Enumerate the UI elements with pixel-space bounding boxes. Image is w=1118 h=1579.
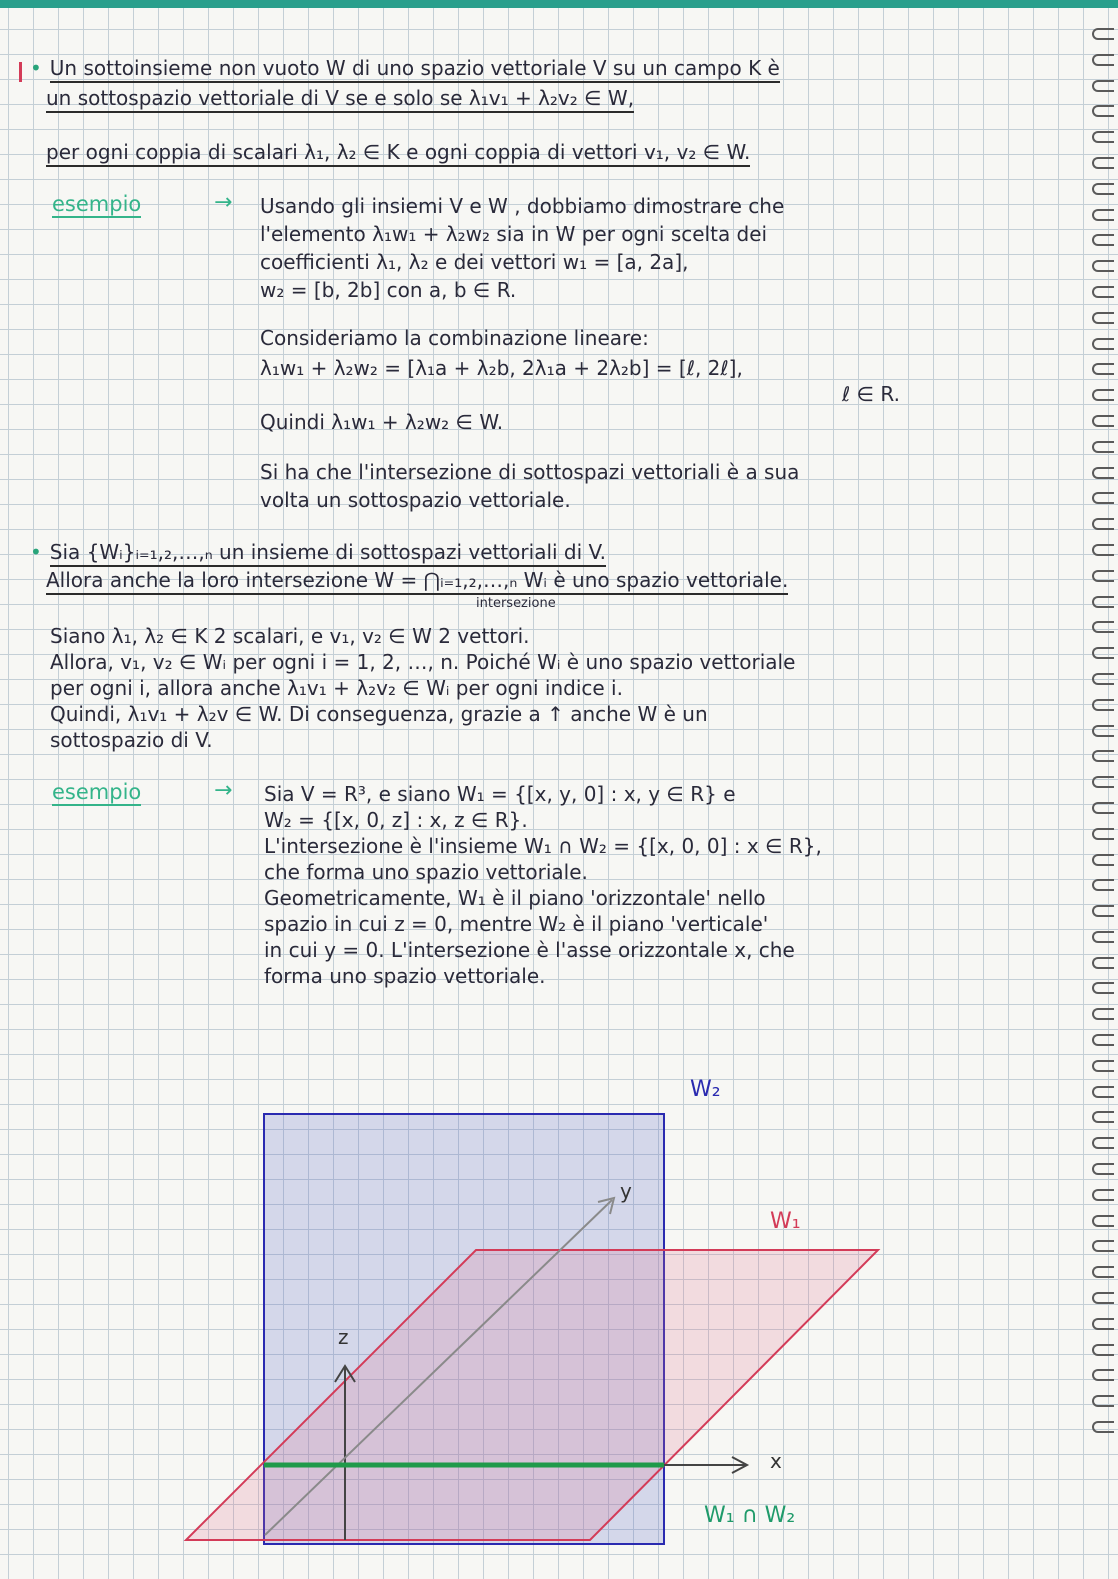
binding-ring xyxy=(1092,621,1114,633)
example1-line-2: l'elemento λ₁w₁ + λ₂w₂ sia in W per ogni scelta dei xyxy=(260,222,768,246)
binding-ring xyxy=(1092,596,1114,608)
binding-ring xyxy=(1092,750,1114,762)
example1-line-3: coefficienti λ₁, λ₂ e dei vettori w₁ = [a, 2a], xyxy=(260,250,689,274)
binding-ring xyxy=(1092,131,1114,143)
definition-line-3 xyxy=(46,140,750,164)
binding-ring xyxy=(1092,157,1114,169)
margin-mark xyxy=(19,62,22,82)
w1-label: W₁ xyxy=(770,1209,801,1234)
example2-line-5: Geometricamente, W₁ è il piano 'orizzontale' nello xyxy=(264,886,766,910)
example2-line-6: spazio in cui z = 0, mentre W₂ è il piano 'verticale' xyxy=(264,912,769,936)
example-label-2: esempio xyxy=(52,780,142,804)
proof-line-1: Siano λ₁, λ₂ ∈ K 2 scalari, e v₁, v₂ ∈ W 2 vettori. xyxy=(50,624,530,648)
binding-ring xyxy=(1092,1369,1114,1381)
binding-ring xyxy=(1092,234,1114,246)
example-label-1: esempio xyxy=(52,192,142,216)
definition-text-1: Un sottoinsieme non vuoto W di uno spazio vettoriale V su un campo K è xyxy=(50,56,780,83)
binding-ring xyxy=(1092,1034,1114,1046)
binding-ring xyxy=(1092,1318,1114,1330)
binding-ring xyxy=(1092,1163,1114,1175)
example2-line-7: in cui y = 0. L'intersezione è l'asse orizzontale x, che xyxy=(264,938,795,962)
binding-ring xyxy=(1092,1240,1114,1252)
example-arrow-1: → xyxy=(214,190,233,215)
binding-ring xyxy=(1092,441,1114,453)
binding-ring xyxy=(1092,570,1114,582)
z-axis-label: z xyxy=(338,1325,349,1349)
binding-ring xyxy=(1092,957,1114,969)
binding-ring xyxy=(1092,879,1114,891)
binding-ring xyxy=(1092,415,1114,427)
example1-line-7: ℓ ∈ R. xyxy=(842,382,900,406)
binding-ring xyxy=(1092,699,1114,711)
binding-ring xyxy=(1092,544,1114,556)
binding-ring xyxy=(1092,1008,1114,1020)
binding-ring xyxy=(1092,776,1114,788)
definition-line-2 xyxy=(46,86,634,110)
theorem-text-2: Allora anche la loro intersezione W = ⋂ᵢ₌₁,₂,…,ₙ Wᵢ è uno spazio vettoriale. xyxy=(46,568,788,595)
intersection-label: W₁ ∩ W₂ xyxy=(704,1503,796,1528)
binding-ring xyxy=(1092,1137,1114,1149)
binding-ring xyxy=(1092,286,1114,298)
binding-ring xyxy=(1092,389,1114,401)
example1-line-1: Usando gli insiemi V e W , dobbiamo dimostrare che xyxy=(260,194,785,218)
binding-ring xyxy=(1092,1344,1114,1356)
example1-line-4: w₂ = [b, 2b] con a, b ∈ R. xyxy=(260,278,517,302)
binding-ring xyxy=(1092,183,1114,195)
spiral-binding xyxy=(1082,28,1118,1568)
example2-line-1: Sia V = R³, e siano W₁ = {[x, y, 0] : x, y ∈ R} e xyxy=(264,782,736,806)
example2-line-2: W₂ = {[x, 0, z] : x, z ∈ R}. xyxy=(264,808,528,832)
binding-ring xyxy=(1092,492,1114,504)
binding-ring xyxy=(1092,338,1114,350)
binding-ring xyxy=(1092,105,1114,117)
binding-ring xyxy=(1092,982,1114,994)
definition-line-1 xyxy=(30,56,780,80)
bullet: • xyxy=(30,540,42,564)
definition-text-3: per ogni coppia di scalari λ₁, λ₂ ∈ K e ogni coppia di vettori v₁, v₂ ∈ W. xyxy=(46,140,750,167)
binding-ring xyxy=(1092,54,1114,66)
example1-line-9: Si ha che l'intersezione di sottospazi vettoriali è a sua xyxy=(260,460,800,484)
binding-ring xyxy=(1092,1215,1114,1227)
binding-ring xyxy=(1092,1266,1114,1278)
definition-text-2: un sottospazio vettoriale di V se e solo se λ₁v₁ + λ₂v₂ ∈ W, xyxy=(46,86,634,113)
binding-ring xyxy=(1092,1189,1114,1201)
binding-ring xyxy=(1092,1060,1114,1072)
binding-ring xyxy=(1092,467,1114,479)
binding-ring xyxy=(1092,725,1114,737)
binding-ring xyxy=(1092,209,1114,221)
example1-line-10: volta un sottospazio vettoriale. xyxy=(260,488,571,512)
binding-ring xyxy=(1092,1111,1114,1123)
proof-line-3: per ogni i, allora anche λ₁v₁ + λ₂v₂ ∈ Wᵢ per ogni indice i. xyxy=(50,676,623,700)
binding-ring xyxy=(1092,363,1114,375)
binding-ring xyxy=(1092,854,1114,866)
binding-ring xyxy=(1092,1086,1114,1098)
binding-ring xyxy=(1092,931,1114,943)
binding-ring xyxy=(1092,260,1114,272)
binding-ring xyxy=(1092,80,1114,92)
proof-line-2: Allora, v₁, v₂ ∈ Wᵢ per ogni i = 1, 2, …, n. Poiché Wᵢ è uno spazio vettoriale xyxy=(50,650,796,674)
y-axis-label: y xyxy=(620,1179,632,1203)
binding-ring xyxy=(1092,1292,1114,1304)
binding-ring xyxy=(1092,1395,1114,1407)
binding-ring xyxy=(1092,312,1114,324)
binding-ring xyxy=(1092,673,1114,685)
binding-ring xyxy=(1092,1421,1114,1433)
binding-ring xyxy=(1092,647,1114,659)
binding-ring xyxy=(1092,518,1114,530)
example-arrow-2: → xyxy=(214,778,233,803)
planes-diagram xyxy=(180,1010,900,1560)
bullet: • xyxy=(30,56,42,80)
example1-line-5: Consideriamo la combinazione lineare: xyxy=(260,326,649,350)
theorem-line-1 xyxy=(30,540,606,564)
theorem-text-1: Sia {Wᵢ}ᵢ₌₁,₂,…,ₙ un insieme di sottospazi vettoriali di V. xyxy=(50,540,606,567)
proof-line-5: sottospazio di V. xyxy=(50,728,213,752)
intersection-note: intersezione xyxy=(476,596,556,611)
example2-line-3: L'intersezione è l'insieme W₁ ∩ W₂ = {[x, 0, 0] : x ∈ R}, xyxy=(264,834,822,858)
w2-label: W₂ xyxy=(690,1077,721,1102)
example2-line-4: che forma uno spazio vettoriale. xyxy=(264,860,588,884)
binding-ring xyxy=(1092,802,1114,814)
binding-ring xyxy=(1092,905,1114,917)
binding-ring xyxy=(1092,28,1114,40)
top-edge-bar xyxy=(0,0,1118,8)
example1-line-6: λ₁w₁ + λ₂w₂ = [λ₁a + λ₂b, 2λ₁a + 2λ₂b] = [ℓ, 2ℓ], xyxy=(260,356,743,380)
binding-ring xyxy=(1092,828,1114,840)
proof-line-4: Quindi, λ₁v₁ + λ₂v ∈ W. Di conseguenza, grazie a ↑ anche W è un xyxy=(50,702,708,726)
example1-line-8: Quindi λ₁w₁ + λ₂w₂ ∈ W. xyxy=(260,410,504,434)
x-axis-label: x xyxy=(770,1449,782,1473)
example2-line-8: forma uno spazio vettoriale. xyxy=(264,964,546,988)
theorem-line-2 xyxy=(46,568,788,592)
